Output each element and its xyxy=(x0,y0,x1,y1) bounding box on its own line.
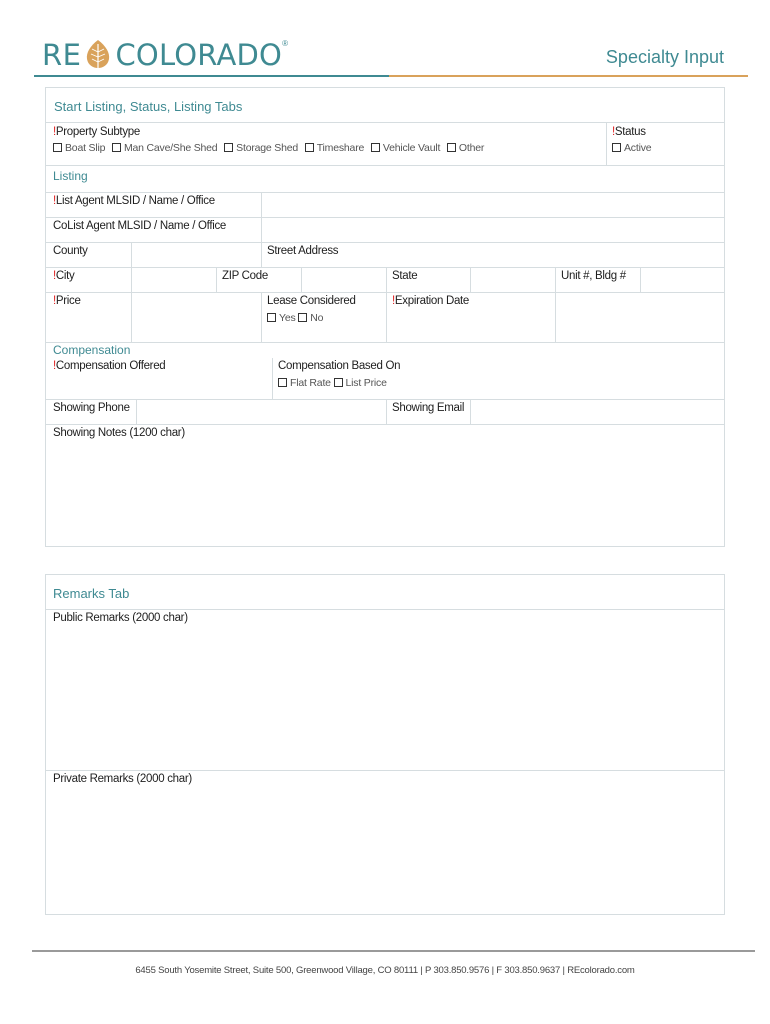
zip-code-label: ZIP Code xyxy=(222,270,268,282)
status-option-active[interactable]: Active xyxy=(612,142,651,154)
checkbox[interactable] xyxy=(224,143,233,152)
checkbox[interactable] xyxy=(447,143,456,152)
state-label: State xyxy=(392,270,418,282)
checkbox[interactable] xyxy=(371,143,380,152)
property-subtype-label: !Property Subtype xyxy=(53,126,140,138)
recolorado-logo xyxy=(42,36,288,74)
price-field[interactable] xyxy=(132,293,261,341)
divider xyxy=(46,122,724,123)
checkbox[interactable] xyxy=(278,378,287,387)
aspen-leaf-icon xyxy=(83,38,113,72)
compensation-based-on-options xyxy=(278,377,387,389)
divider xyxy=(386,399,387,424)
option-yes[interactable]: Yes xyxy=(267,312,296,324)
lease-considered-label: Lease Considered xyxy=(267,295,356,307)
checkbox[interactable] xyxy=(305,143,314,152)
logo-colorado-text: COLORADO xyxy=(115,38,283,72)
city-field[interactable] xyxy=(132,268,216,292)
showing-email-field[interactable] xyxy=(471,400,724,424)
remarks-section xyxy=(45,574,725,915)
unit-bldg-label: Unit #, Bldg # xyxy=(561,270,626,282)
colist-agent-field[interactable] xyxy=(262,218,724,242)
option-boat-slip[interactable]: Boat Slip xyxy=(53,142,105,154)
list-agent-label: !List Agent MLSID / Name / Office xyxy=(53,195,215,207)
price-label: !Price xyxy=(53,295,81,307)
status-label: !Status xyxy=(612,126,646,138)
option-timeshare[interactable]: Timeshare xyxy=(305,142,364,154)
checkbox[interactable] xyxy=(298,313,307,322)
checkbox[interactable] xyxy=(53,143,62,152)
option-storage-shed[interactable]: Storage Shed xyxy=(224,142,298,154)
page-title: Specialty Input xyxy=(605,47,724,67)
divider xyxy=(606,122,607,165)
footer-divider xyxy=(32,950,755,952)
zip-code-field[interactable] xyxy=(302,268,386,292)
showing-notes-field[interactable] xyxy=(47,443,723,545)
divider xyxy=(46,342,724,343)
divider xyxy=(261,292,262,342)
checkbox[interactable] xyxy=(267,313,276,322)
showing-notes-label: Showing Notes (1200 char) xyxy=(53,427,185,439)
unit-bldg-field[interactable] xyxy=(641,268,724,292)
checkbox[interactable] xyxy=(112,143,121,152)
divider xyxy=(46,770,724,771)
expiration-date-field[interactable] xyxy=(556,293,724,341)
divider xyxy=(46,424,724,425)
expiration-date-label: !Expiration Date xyxy=(392,295,470,307)
header-divider-teal xyxy=(34,75,389,77)
divider xyxy=(46,165,724,166)
property-subtype-options xyxy=(53,142,488,154)
option-flat-rate[interactable]: Flat Rate xyxy=(278,377,331,389)
private-remarks-field[interactable] xyxy=(47,790,723,913)
listing-form-section xyxy=(45,87,725,547)
divider xyxy=(386,267,387,342)
checkbox[interactable] xyxy=(334,378,343,387)
compensation-offered-label: !Compensation Offered xyxy=(53,360,166,372)
private-remarks-label: Private Remarks (2000 char) xyxy=(53,773,192,785)
colist-agent-label: CoList Agent MLSID / Name / Office xyxy=(53,220,227,232)
city-label: !City xyxy=(53,270,75,282)
public-remarks-label: Public Remarks (2000 char) xyxy=(53,612,188,624)
state-field[interactable] xyxy=(471,268,555,292)
option-man-cave[interactable]: Man Cave/She Shed xyxy=(112,142,218,154)
list-agent-field[interactable] xyxy=(262,193,724,217)
county-field[interactable] xyxy=(132,243,261,267)
showing-phone-field[interactable] xyxy=(137,400,386,424)
divider xyxy=(272,358,273,400)
divider xyxy=(216,267,217,292)
section-title-remarks: Remarks Tab xyxy=(53,586,130,601)
option-other[interactable]: Other xyxy=(447,142,484,154)
compensation-subtitle: Compensation xyxy=(53,343,131,357)
section-title-start-listing: Start Listing, Status, Listing Tabs xyxy=(54,99,243,114)
option-list-price[interactable]: List Price xyxy=(334,377,387,389)
option-vehicle-vault[interactable]: Vehicle Vault xyxy=(371,142,440,154)
footer-address: 6455 South Yosemite Street, Suite 500, Greenwood Village, CO 80111 | P 303.850.9576 | F 303.850.9637 | REcolorado.com xyxy=(135,965,635,976)
listing-subtitle: Listing xyxy=(53,169,88,183)
logo-registered-mark: ® xyxy=(282,39,288,48)
checkbox[interactable] xyxy=(612,143,621,152)
public-remarks-field[interactable] xyxy=(47,629,723,769)
showing-phone-label: Showing Phone xyxy=(53,402,130,414)
county-label: County xyxy=(53,245,88,257)
divider xyxy=(46,609,724,610)
street-address-label: Street Address xyxy=(267,245,339,257)
lease-considered-options xyxy=(267,312,323,324)
header-divider-gold xyxy=(389,75,748,77)
divider xyxy=(261,242,262,267)
showing-email-label: Showing Email xyxy=(392,402,465,414)
option-no[interactable]: No xyxy=(298,312,323,324)
compensation-based-on-label: Compensation Based On xyxy=(278,360,401,372)
logo-re-text: RE xyxy=(42,38,82,72)
